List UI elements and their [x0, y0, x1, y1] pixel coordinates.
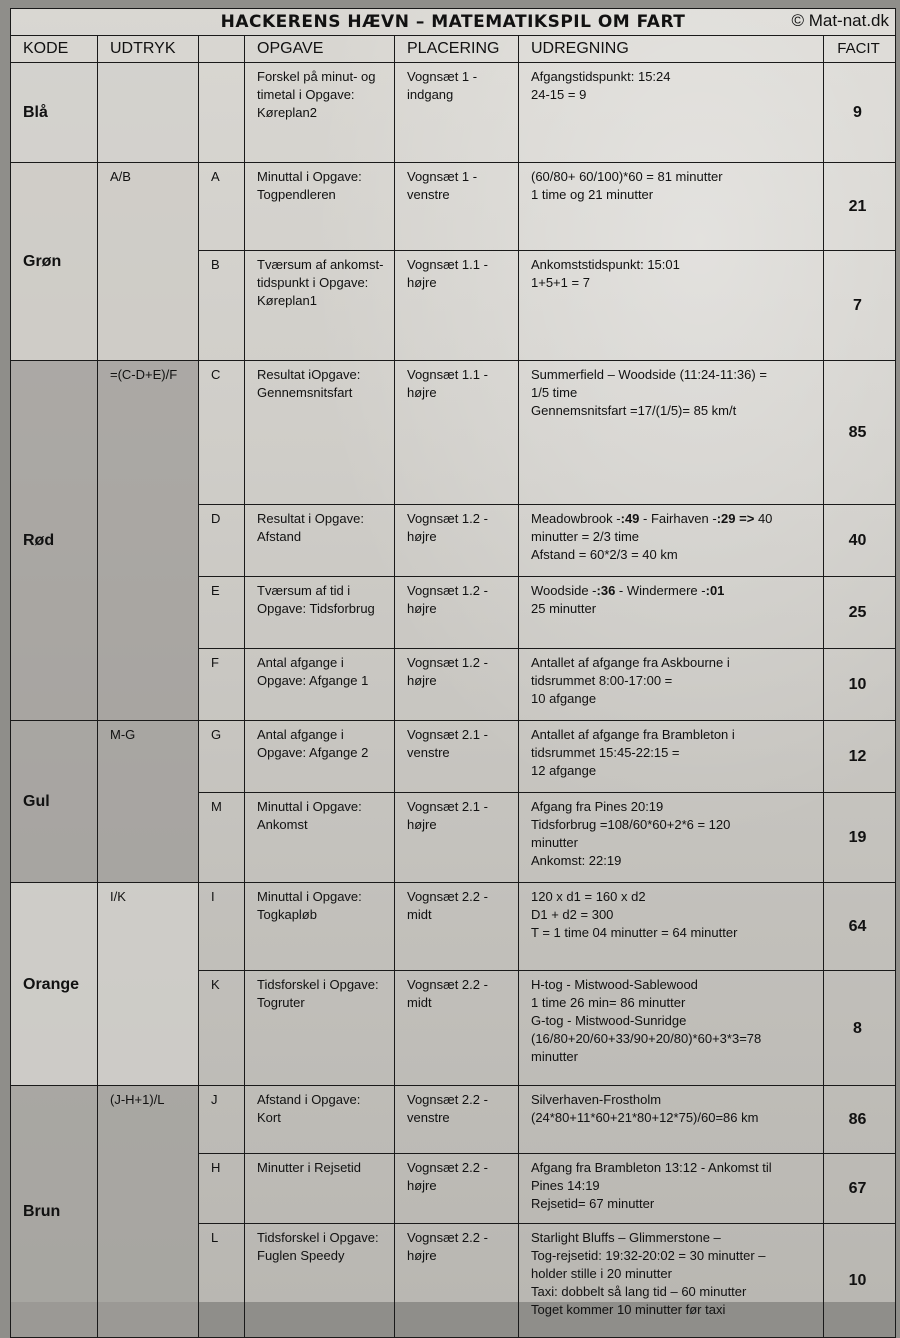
placering-cell: Vognsæt 1 - indgang [395, 63, 519, 163]
placering-cell: Vognsæt 2.1 - højre [395, 793, 519, 883]
facit-cell: 19 [824, 793, 896, 883]
table-row [11, 721, 896, 793]
udregning-line: Afgangstidspunkt: 15:24 [531, 69, 671, 84]
facit-cell: 8 [824, 971, 896, 1086]
udregning-line: Rejsetid= 67 minutter [531, 1196, 655, 1211]
kode-cell: Grøn [11, 163, 98, 361]
opgave-cell: Tværsum af ankomst-tidspunkt i Opgave: Køreplan1 [245, 251, 395, 361]
opgave-cell: Minuttal i Opgave: Togpendleren [245, 163, 395, 251]
placering-cell: Vognsæt 2.1 - venstre [395, 721, 519, 793]
udregning-line: 10 afgange [531, 691, 597, 706]
udregning-line: Tidsforbrug =108/60*60+2*6 = 120 [531, 817, 731, 832]
udtryk-cell: I/K [98, 883, 199, 1086]
facit-cell: 10 [824, 649, 896, 721]
udregning-line: 120 x d1 = 160 x d2 [531, 889, 646, 904]
kode-cell: Orange [11, 883, 98, 1086]
udregning-line: minutter [531, 835, 578, 850]
facit-cell: 9 [824, 63, 896, 163]
udregning-line: Meadowbrook -:49 - Fairhaven -:29 => 40 [531, 511, 773, 526]
placering-cell: Vognsæt 1.2 - højre [395, 505, 519, 577]
udregning-cell [519, 251, 824, 361]
udregning-line: Gennemsnitsfart =17/(1/5)= 85 km/t [531, 403, 737, 418]
udregning-cell [519, 971, 824, 1086]
col-header-letter [199, 36, 245, 63]
copyright: © Mat-nat.dk [791, 11, 890, 30]
col-header-kode: KODE [11, 36, 98, 63]
kode-cell: Gul [11, 721, 98, 883]
table-row [11, 63, 896, 163]
col-header-placering: PLACERING [395, 36, 519, 63]
udregning-line: holder stille i 20 minutter [531, 1266, 672, 1281]
col-header-facit: FACIT [824, 36, 896, 63]
opgave-cell: Minuttal i Opgave: Togkapløb [245, 883, 395, 971]
facit-cell: 40 [824, 505, 896, 577]
placering-cell: Vognsæt 2.2 - midt [395, 883, 519, 971]
udregning-line: Starlight Bluffs – Glimmerstone – [531, 1230, 721, 1245]
page-title: HACKERENS HÆVN – MATEMATIKSPIL OM FART [220, 11, 686, 32]
placering-cell: Vognsæt 2.2 - midt [395, 971, 519, 1086]
udregning-cell [519, 63, 824, 163]
udregning-line: 12 afgange [531, 763, 597, 778]
udregning-line: Summerfield – Woodside (11:24-11:36) = [531, 367, 767, 382]
letter-cell: A [199, 163, 245, 251]
letter-cell: J [199, 1086, 245, 1154]
kode-cell: Blå [11, 63, 98, 163]
udregning-line: minutter [531, 1049, 578, 1064]
udregning-line: tidsrummet 8:00-17:00 = [531, 673, 673, 688]
letter-cell: B [199, 251, 245, 361]
letter-cell: G [199, 721, 245, 793]
placering-cell: Vognsæt 2.2 - venstre [395, 1086, 519, 1154]
facit-cell: 86 [824, 1086, 896, 1154]
facit-cell: 12 [824, 721, 896, 793]
udtryk-cell: M-G [98, 721, 199, 883]
header-row [11, 36, 896, 63]
kode-cell: Brun [11, 1086, 98, 1338]
udtryk-cell [98, 63, 199, 163]
opgave-cell: Resultat i Opgave: Afstand [245, 505, 395, 577]
letter-cell: C [199, 361, 245, 505]
udtryk-cell: A/B [98, 163, 199, 361]
letter-cell: F [199, 649, 245, 721]
facit-cell: 85 [824, 361, 896, 505]
udregning-cell [519, 577, 824, 649]
letter-cell: L [199, 1224, 245, 1338]
facit-cell: 10 [824, 1224, 896, 1338]
opgave-cell: Tidsforskel i Opgave: Togruter [245, 971, 395, 1086]
udregning-line: (60/80+ 60/100)*60 = 81 minutter [531, 169, 723, 184]
udregning-line: Woodside -:36 - Windermere -:01 [531, 583, 725, 598]
udregning-line: 1+5+1 = 7 [531, 275, 590, 290]
worksheet [10, 8, 895, 1317]
udregning-line: Tog-rejsetid: 19:32-20:02 = 30 minutter – [531, 1248, 766, 1263]
answer-table [10, 8, 896, 1338]
udregning-cell [519, 649, 824, 721]
udregning-line: Antallet af afgange fra Brambleton i [531, 727, 735, 742]
opgave-cell: Afstand i Opgave: Kort [245, 1086, 395, 1154]
udregning-line: Afstand = 60*2/3 = 40 km [531, 547, 678, 562]
placering-cell: Vognsæt 1.2 - højre [395, 649, 519, 721]
udregning-cell [519, 1224, 824, 1338]
letter-cell: D [199, 505, 245, 577]
opgave-cell: Forskel på minut- og timetal i Opgave: Køreplan2 [245, 63, 395, 163]
udregning-line: 24-15 = 9 [531, 87, 587, 102]
udtryk-cell: (J-H+1)/L [98, 1086, 199, 1338]
facit-cell: 64 [824, 883, 896, 971]
placering-cell: Vognsæt 1.2 - højre [395, 577, 519, 649]
udregning-line: Toget kommer 10 minutter før taxi [531, 1302, 726, 1317]
col-header-udtryk: UDTRYK [98, 36, 199, 63]
facit-cell: 7 [824, 251, 896, 361]
table-row [11, 883, 896, 971]
udregning-line: Taxi: dobbelt så lang tid – 60 minutter [531, 1284, 747, 1299]
udregning-line: D1 + d2 = 300 [531, 907, 614, 922]
udregning-cell [519, 721, 824, 793]
udregning-cell [519, 793, 824, 883]
udregning-cell [519, 505, 824, 577]
udregning-cell [519, 883, 824, 971]
letter-cell: M [199, 793, 245, 883]
placering-cell: Vognsæt 2.2 - højre [395, 1224, 519, 1338]
title-cell [11, 9, 896, 36]
udregning-line: Antallet af afgange fra Askbourne i [531, 655, 730, 670]
udregning-line: T = 1 time 04 minutter = 64 minutter [531, 925, 738, 940]
opgave-cell: Minuttal i Opgave: Ankomst [245, 793, 395, 883]
table-row [11, 361, 896, 505]
udregning-line: tidsrummet 15:45-22:15 = [531, 745, 680, 760]
udregning-cell [519, 163, 824, 251]
letter-cell [199, 63, 245, 163]
udregning-line: 1 time 26 min= 86 minutter [531, 995, 686, 1010]
udregning-line: Pines 14:19 [531, 1178, 600, 1193]
udregning-line: Silverhaven-Frostholm [531, 1092, 662, 1107]
udregning-line: (16/80+20/60+33/90+20/80)*60+3*3=78 [531, 1031, 762, 1046]
opgave-cell: Minutter i Rejsetid [245, 1154, 395, 1224]
udregning-line: 1 time og 21 minutter [531, 187, 654, 202]
facit-cell: 21 [824, 163, 896, 251]
udregning-line: Afgang fra Brambleton 13:12 - Ankomst til [531, 1160, 772, 1175]
letter-cell: E [199, 577, 245, 649]
udregning-line: 25 minutter [531, 601, 597, 616]
opgave-cell: Tidsforskel i Opgave: Fuglen Speedy [245, 1224, 395, 1338]
table-row [11, 163, 896, 251]
col-header-udregning: UDREGNING [519, 36, 824, 63]
kode-cell: Rød [11, 361, 98, 721]
letter-cell: H [199, 1154, 245, 1224]
letter-cell: K [199, 971, 245, 1086]
udregning-cell [519, 361, 824, 505]
udregning-line: H-tog - Mistwood-Sablewood [531, 977, 698, 992]
opgave-cell: Resultat iOpgave: Gennemsnitsfart [245, 361, 395, 505]
udregning-cell [519, 1154, 824, 1224]
table-row [11, 1086, 896, 1154]
placering-cell: Vognsæt 2.2 - højre [395, 1154, 519, 1224]
udregning-line: (24*80+11*60+21*80+12*75)/60=86 km [531, 1110, 759, 1125]
opgave-cell: Antal afgange i Opgave: Afgange 1 [245, 649, 395, 721]
opgave-cell: Tværsum af tid i Opgave: Tidsforbrug [245, 577, 395, 649]
facit-cell: 25 [824, 577, 896, 649]
udregning-cell [519, 1086, 824, 1154]
placering-cell: Vognsæt 1.1 - højre [395, 361, 519, 505]
udregning-line: minutter = 2/3 time [531, 529, 640, 544]
udregning-line: Ankomststidspunkt: 15:01 [531, 257, 680, 272]
col-header-opgave: OPGAVE [245, 36, 395, 63]
letter-cell: I [199, 883, 245, 971]
udregning-line: 1/5 time [531, 385, 578, 400]
udregning-line: Afgang fra Pines 20:19 [531, 799, 664, 814]
facit-cell: 67 [824, 1154, 896, 1224]
udtryk-cell: =(C-D+E)/F [98, 361, 199, 721]
placering-cell: Vognsæt 1 - venstre [395, 163, 519, 251]
placering-cell: Vognsæt 1.1 - højre [395, 251, 519, 361]
opgave-cell: Antal afgange i Opgave: Afgange 2 [245, 721, 395, 793]
udregning-line: Ankomst: 22:19 [531, 853, 622, 868]
udregning-line: G-tog - Mistwood-Sunridge [531, 1013, 687, 1028]
